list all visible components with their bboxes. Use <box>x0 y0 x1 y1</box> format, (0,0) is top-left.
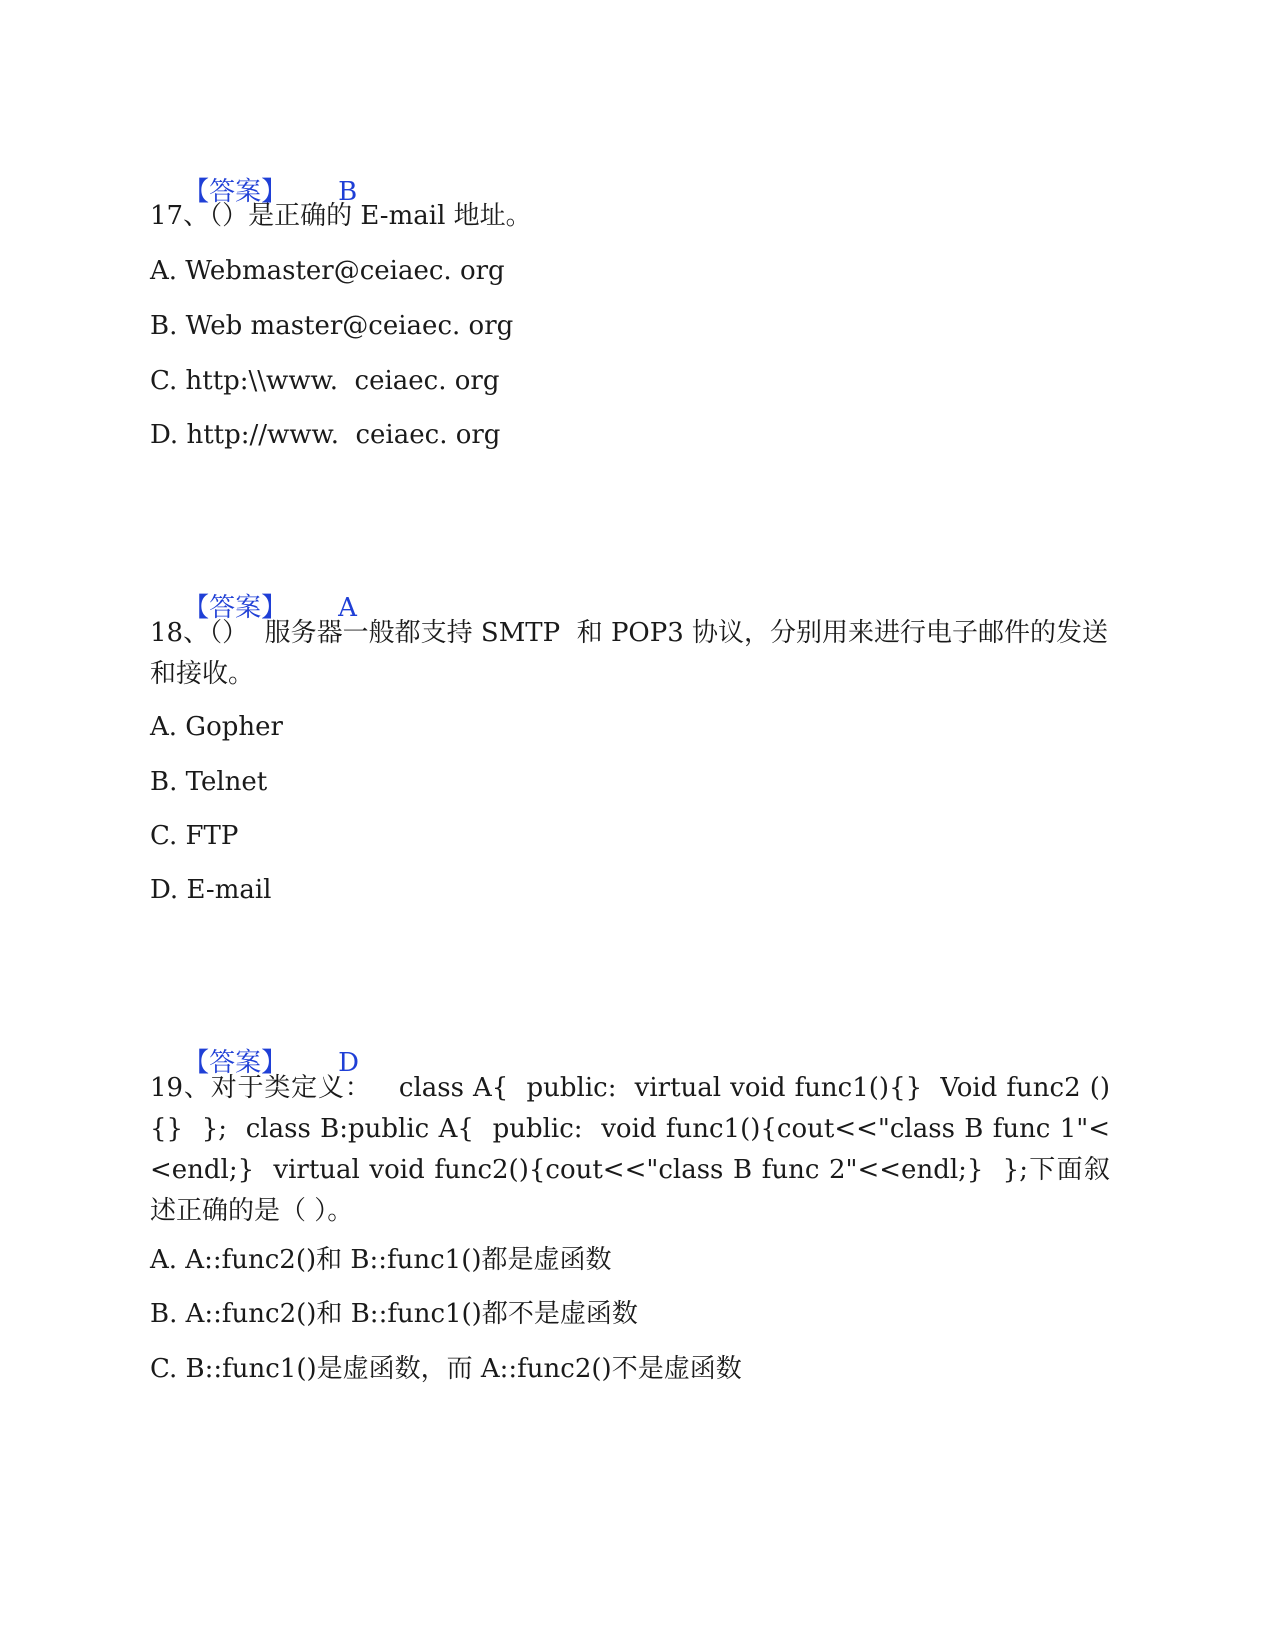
question-18-option-a: A. Gopher <box>150 712 283 742</box>
question-17-option-a: A. Webmaster@ceiaec. org <box>150 256 505 286</box>
question-18-option-b: B. Telnet <box>150 767 268 797</box>
question-17-option-c: C. http:\\www. ceiaec. org <box>150 366 500 396</box>
question-19-option-c: C. B::func1()是虚函数，而 A::func2()不是虚函数 <box>150 1354 742 1384</box>
answer-value: B <box>338 177 358 207</box>
question-18-option-c: C. FTP <box>150 821 239 851</box>
question-18-stem: 18、（） 服务器一般都支持 SMTP 和 POP3 协议，分别用来进行电子邮件的发送和接收。 <box>150 618 1109 689</box>
question-18-option-d: D. E-mail <box>150 875 272 905</box>
question-19-stem: 19、对于类定义： class A{ public: virtual void func1(){} Void func2 (){} }; class B:public A{ public: void func1(){cout<<"class B func 1"<<endl;} virtual void func2(){cout<<"class B func 2"<<endl;} };下面叙述正确的是（ ）。 <box>150 1073 1110 1226</box>
question-17-option-b: B. Web master@ceiaec. org <box>150 311 514 341</box>
question-17-option-d: D. http://www. ceiaec. org <box>150 420 501 450</box>
answer-label: 【答案】 <box>183 177 288 207</box>
answer-value: A <box>338 593 357 623</box>
question-19-option-a: A. A::func2()和 B::func1()都是虚函数 <box>150 1245 612 1275</box>
answer-value: D <box>338 1048 359 1078</box>
question-19-option-b: B. A::func2()和 B::func1()都不是虚函数 <box>150 1299 638 1329</box>
answer-label: 【答案】 <box>183 593 288 623</box>
question-17-stem: 17、（）是正确的 E-mail 地址。 <box>150 201 532 231</box>
answer-label: 【答案】 <box>183 1048 288 1078</box>
